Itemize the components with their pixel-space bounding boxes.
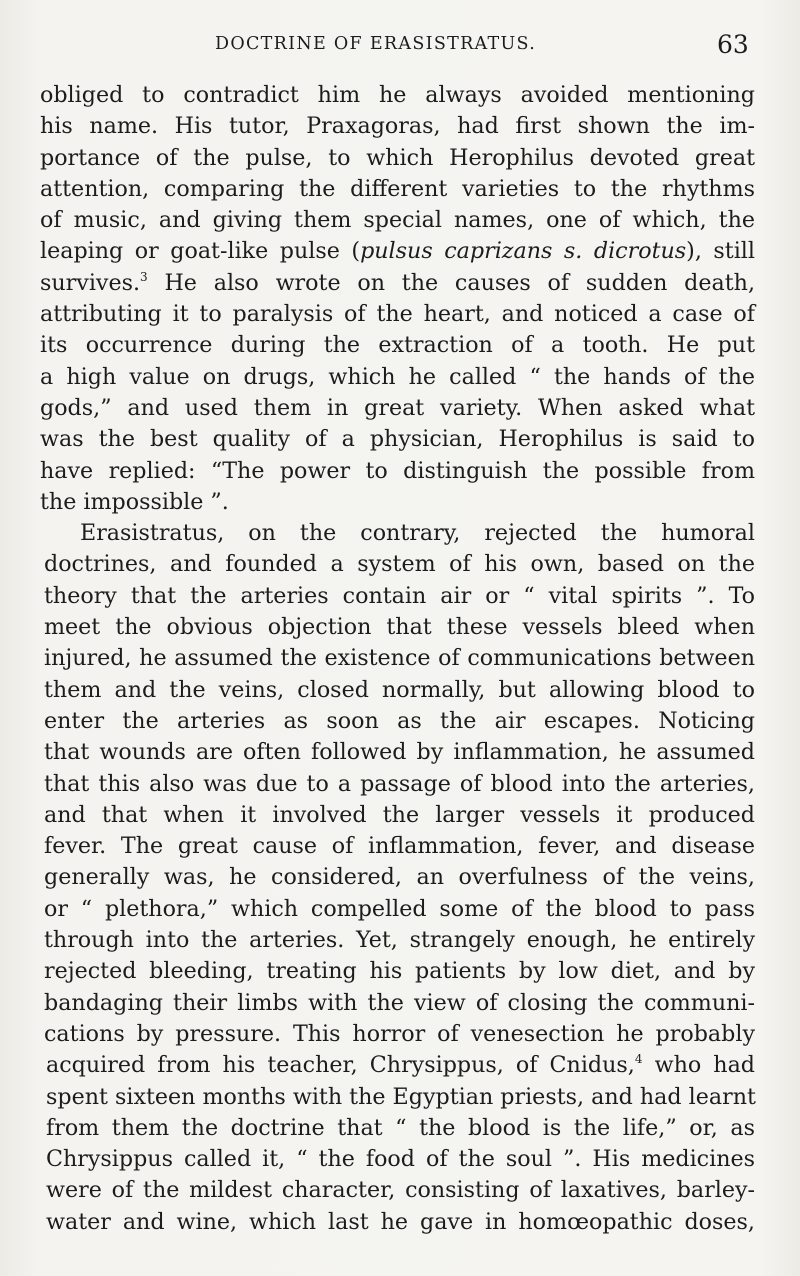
text-line: enter the arteries as soon as the air escapes. Noticing [44, 707, 755, 734]
text-line: them and the veins, closed normally, but allowing blood to [44, 676, 755, 703]
text-line: the impossible ”. [40, 488, 229, 515]
text-line: attention, comparing the different varieties to the rhythms [40, 175, 755, 202]
text-segment: leaping or goat-like pulse ( [40, 238, 361, 265]
footnote-marker: 4 [634, 1052, 643, 1067]
text-line: meet the obvious objection that these vessels bleed when [44, 614, 755, 641]
text-line: obliged to contradict him he always avoided mentioning [40, 82, 755, 108]
text-line: have replied: “The power to distinguish the possible from [40, 457, 755, 484]
body-text [40, 80, 755, 1238]
text-line: injured, he assumed the existence of communications between [44, 645, 755, 672]
text-line: spent sixteen months with the Egyptian priests, and had learnt [46, 1083, 756, 1110]
text-line: water and wine, which last he gave in homœopathic doses, [46, 1208, 755, 1235]
paragraph-erasistratus [40, 518, 755, 1238]
text-line: through into the arteries. Yet, strangely enough, he entirely [44, 927, 755, 954]
page-header [0, 30, 800, 66]
text-segment: ), still [686, 238, 755, 265]
text-line: fever. The great cause of inflammation, fever, and disease [44, 833, 755, 860]
latin-term: pulsus caprizans s. dicrotus [360, 238, 687, 265]
text-line: Chrysippus called it, “ the food of the soul ”. His medicines [46, 1146, 755, 1173]
text-line: from them the doctrine that “ the blood is the life,” or, as [46, 1114, 755, 1141]
text-line: portance of the pulse, to which Herophilus devoted great [40, 144, 755, 171]
text-line: generally was, he considered, an overfulness of the veins, [44, 864, 755, 891]
text-line: bandaging their limbs with the view of closing the communi- [44, 989, 755, 1016]
text-line: doctrines, and founded a system of his own, based on the [44, 551, 755, 578]
text-line: or “ plethora,” which compelled some of the blood to pass [44, 895, 755, 922]
running-title: DOCTRINE OF ERASISTRATUS. [215, 34, 537, 54]
text-line: gods,” and used them in great variety. When asked what [40, 394, 755, 421]
text-line: Erasistratus, on the contrary, rejected the humoral [80, 520, 755, 547]
text-line [40, 268, 755, 299]
text-line [40, 1050, 755, 1081]
text-segment: survives. [40, 269, 141, 296]
text-line: rejected bleeding, treating his patients by low diet, and by [44, 958, 755, 985]
text-line: were of the mildest character, consisting of laxatives, barley- [46, 1177, 755, 1204]
text-segment: acquired from his teacher, Chrysippus, of Cnidus, [46, 1052, 635, 1079]
text-line: and that when it involved the larger vessels it produced [44, 801, 755, 828]
text-segment: who had [642, 1052, 756, 1079]
text-line: attributing it to paralysis of the heart, and noticed a case of [40, 301, 755, 328]
text-segment: He also wrote on the causes of sudden death, [147, 269, 755, 296]
text-line: his name. His tutor, Praxagoras, had first shown the im- [40, 113, 755, 140]
text-line: theory that the arteries contain air or “ vital spirits ”. To [44, 582, 755, 609]
text-line: was the best quality of a physician, Herophilus is said to [40, 426, 755, 453]
text-line: cations by pressure. This horror of venesection he probably [44, 1020, 755, 1047]
text-line: that this also was due to a passage of blood into the arteries, [44, 770, 755, 797]
text-line: of music, and giving them special names, one of which, the [40, 207, 755, 234]
text-line [40, 236, 755, 267]
page-number: 63 [717, 30, 749, 59]
text-line: its occurrence during the extraction of a tooth. He put [40, 332, 755, 359]
paragraph-herophilus [40, 80, 755, 518]
text-line: that wounds are often followed by inflammation, he assumed [44, 739, 755, 766]
footnote-marker: 3 [140, 269, 148, 284]
text-line: a high value on drugs, which he called “ the hands of the [40, 363, 755, 390]
